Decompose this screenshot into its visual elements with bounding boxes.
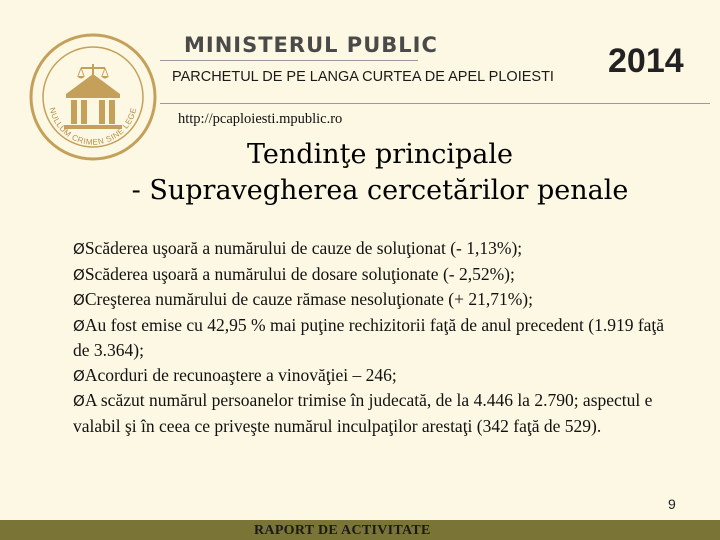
institution-title: MINISTERUL PUBLIC bbox=[184, 33, 438, 57]
header-divider-top bbox=[160, 60, 418, 61]
bullet-text: Scăderea uşoară a numărului de dosare soluţionate (- 2,52%); bbox=[84, 263, 515, 284]
list-item bbox=[73, 388, 673, 438]
bullet-text: Creşterea numărului de cauze rămase nesoluţionate (+ 21,71%); bbox=[84, 289, 533, 309]
heading-line-2: - Supravegherea cercetărilor penale bbox=[131, 175, 629, 206]
page-number: 9 bbox=[668, 496, 676, 512]
list-item bbox=[73, 236, 673, 262]
arrow-bullet-icon: Ø bbox=[73, 366, 85, 385]
report-year: 2014 bbox=[608, 42, 684, 80]
list-item bbox=[73, 313, 673, 363]
arrow-bullet-icon: Ø bbox=[73, 240, 85, 258]
arrow-bullet-icon: Ø bbox=[73, 265, 85, 284]
arrow-bullet-icon: Ø bbox=[73, 291, 85, 309]
footer-title: RAPORT DE ACTIVITATE bbox=[254, 523, 431, 538]
slide-heading bbox=[0, 137, 720, 209]
trends-bullet-list bbox=[73, 236, 673, 438]
header-divider-bottom bbox=[160, 103, 710, 104]
arrow-bullet-icon: Ø bbox=[73, 316, 85, 335]
list-item bbox=[73, 262, 673, 288]
bullet-text: Acorduri de recunoaştere a vinovăţiei – 246; bbox=[84, 364, 397, 385]
arrow-bullet-icon: Ø bbox=[73, 392, 85, 410]
list-item bbox=[73, 287, 673, 313]
institution-subtitle: PARCHETUL DE PE LANGA CURTEA DE APEL PLOIESTI bbox=[172, 69, 554, 85]
bullet-text: Scăderea uşoară a numărului de cauze de soluţionat (- 1,13%); bbox=[84, 238, 523, 258]
list-item bbox=[73, 363, 673, 389]
heading-line-1: Tendinţe principale bbox=[247, 139, 513, 170]
website-url: http://pcaploiesti.mpublic.ro bbox=[178, 111, 343, 127]
bullet-text: A scăzut numărul persoanelor trimise în judecată, de la 4.446 la 2.790; aspectul e valabil şi în ceea ce priveşte numărul inculpaţilor arestaţi (342 faţă de 529). bbox=[73, 390, 653, 436]
seal-motto: NULLUM CRIMEN SINE LEGE bbox=[47, 106, 139, 147]
bullet-text: Au fost emise cu 42,95 % mai puţine rechizitorii faţă de anul precedent (1.919 faţă de 3.364); bbox=[73, 314, 665, 360]
